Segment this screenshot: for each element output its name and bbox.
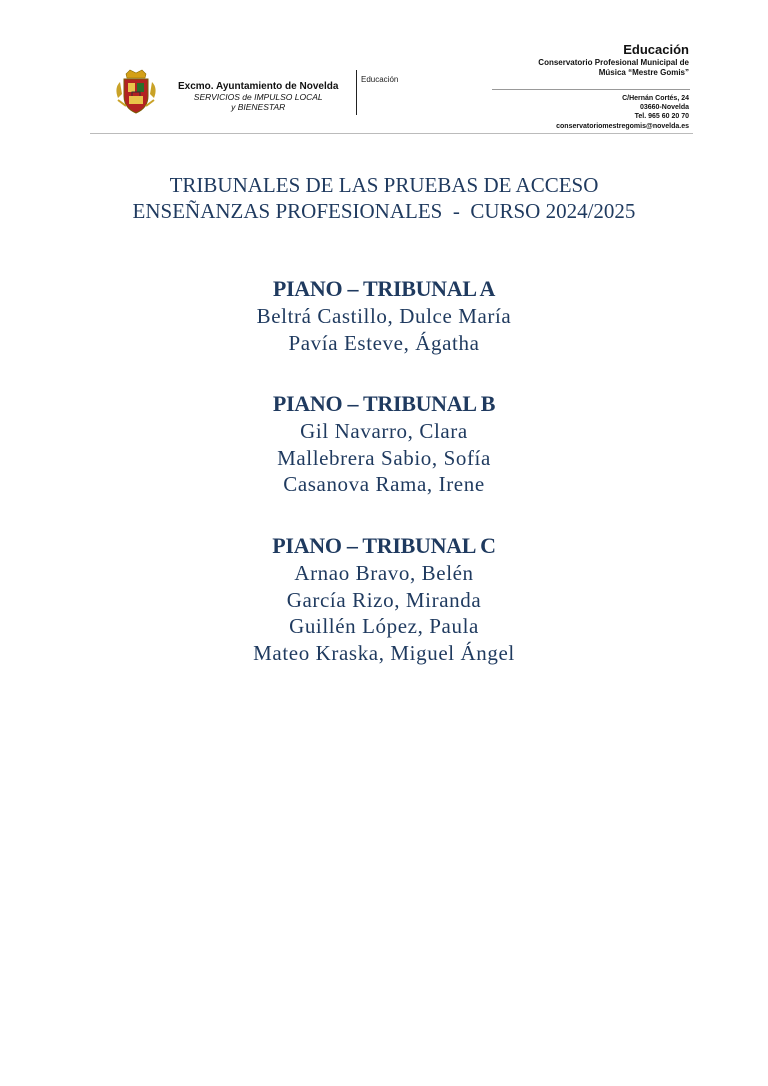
contact-email[interactable]: conservatoriomestregomis@novelda.es <box>556 122 689 130</box>
tribunal-c-section <box>0 532 768 666</box>
contact-postal: 03660-Novelda <box>639 104 689 112</box>
tribunal-a-heading: PIANO – TRIBUNAL A <box>272 276 496 301</box>
conservatorio-line-2: Música “Mestre Gomis” <box>598 68 689 77</box>
tribunal-b-heading: PIANO – TRIBUNAL B <box>272 391 496 416</box>
tribunal-c-names <box>0 560 768 666</box>
ayuntamiento-name: Excmo. Ayuntamiento de Novelda <box>178 81 339 92</box>
tribunal-c-heading: PIANO – TRIBUNAL C <box>272 533 496 558</box>
list-item: Casanova Rama, Irene <box>283 472 485 496</box>
coat-of-arms-icon <box>112 68 160 116</box>
conservatorio-line-1: Conservatorio Profesional Municipal de <box>538 58 689 67</box>
contact-block <box>556 94 689 131</box>
conservatorio-block <box>538 42 689 78</box>
list-item: García Rizo, Miranda <box>286 587 482 612</box>
educacion-heading: Educación <box>623 42 689 57</box>
title-line-1: TRIBUNALES DE LAS PRUEBAS DE ACCESO <box>169 173 599 197</box>
tribunal-a-names <box>0 303 768 356</box>
list-item: Pavía Esteve, Ágatha <box>288 330 480 355</box>
list-item: Guillén López, Paula <box>289 614 479 638</box>
servicios-line-2: y BIENESTAR <box>231 102 286 112</box>
contact-phone: Tel. 965 60 20 70 <box>634 113 689 121</box>
title-line-2: ENSEÑANZAS PROFESIONALES - CURSO 2024/2025 <box>132 199 636 223</box>
document-title <box>0 172 768 224</box>
header-rule-long <box>90 133 693 134</box>
tribunal-b-section <box>0 390 768 498</box>
list-item: Arnao Bravo, Belén <box>294 561 474 585</box>
list-item: Mateo Kraska, Miguel Ángel <box>253 640 515 665</box>
ayuntamiento-block <box>178 81 338 112</box>
letterhead <box>0 0 768 140</box>
header-divider <box>356 70 357 115</box>
list-item: Gil Navarro, Clara <box>300 419 468 443</box>
tribunal-a-section <box>0 275 768 356</box>
servicios-line-1: SERVICIOS de IMPULSO LOCAL <box>193 92 323 102</box>
contact-address: C/Hernán Cortés, 24 <box>622 95 689 102</box>
educacion-small-label: Educación <box>361 75 399 84</box>
list-item: Beltrá Castillo, Dulce María <box>256 304 512 328</box>
list-item: Mallebrera Sabio, Sofía <box>277 445 491 470</box>
tribunal-b-names <box>0 418 768 498</box>
header-rule-short <box>492 89 690 90</box>
